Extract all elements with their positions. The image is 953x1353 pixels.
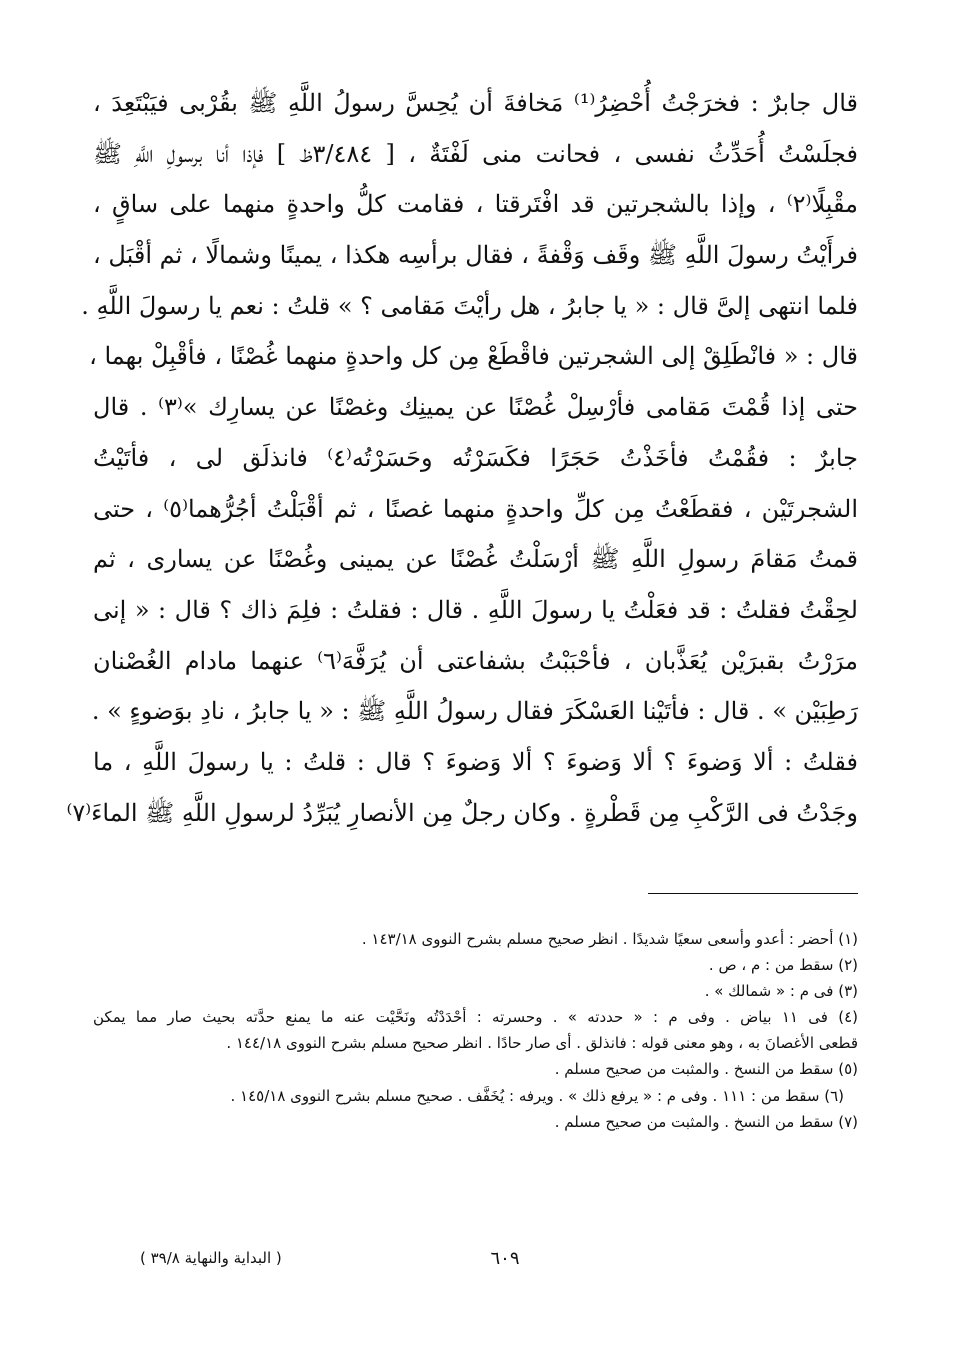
- text-line: وجَدْتُ فى الرَّكْبِ مِن قَطْرةٍ . وكان رجلٌ مِن الأنصارِ يُبَرِّدُ لرسولِ اللَّهِ ﷺ الماءَ⁽٧⁾: [66, 798, 858, 827]
- footnote-continuation: قطعى الأغصانَ به ، وهو معنى قوله : فانذلق . أى صار حادًا . انظر صحيح مسلم بشرح النووى ١٤٤/١٨ .: [226, 1034, 858, 1053]
- text-line: جابرٌ : فقُمْتُ فأخَذْتُ حَجَرًا فكَسَرْتُه وحَسَرْتُه⁽٤⁾ فانذلَق لى ، فأتَيْتُ: [93, 443, 859, 472]
- text-line: قمتُ مَقامَ رسولِ اللَّهِ ﷺ أرْسَلْتُ غُصْنًا عن يمينى وغُصْنًا عن يسارى ، ثم: [93, 545, 858, 574]
- text-line: مقْبِلًا⁽٢⁾ ، وإذا بالشجرتين قد افْتَرقتا ، فقامت كلُّ واحدةٍ منهما على ساقٍ ،: [93, 190, 858, 219]
- footnote: (٣) فى م : « شمالك » .: [704, 982, 858, 1001]
- footnote: (٢) سقط من : م ، ص .: [708, 956, 858, 975]
- main-text: [66, 78, 859, 838]
- text-line: الشجرتَيْن ، فقطَعْتُ مِن كلِّ واحدةٍ منهما غصنًا ، ثم أقْبَلْتُ أجُرُّهما⁽٥⁾ ، حتى: [93, 494, 859, 523]
- text-line: حتى إذا قُمْتَ مَقامى فأرْسِلْ غُصْنًا عن يمينِك وغصْنًا عن يسارِك »⁽٣⁾ . قال: [93, 393, 858, 422]
- footnotes: [93, 926, 858, 1135]
- text-line: رَطِبَيْن » . قال : فأتَيْنا العَسْكَرَ فقال رسولُ اللَّهِ ﷺ : « يا جابرُ ، نادِ بوَضوءٍ » .: [91, 697, 858, 726]
- text-line: قال : « فانْطَلِقْ إلى الشجرتين فاقْطَعْ مِن كل واحدةٍ منهما غُصْنًا ، فأقْبِلْ بهما ،: [89, 342, 858, 371]
- footnote: (١) أحضر : أعدو وأسعى سعيًا شديدًا . انظر صحيح مسلم بشرح النووى ١٤٣/١٨ .: [361, 930, 858, 948]
- page-number: ٦٠٩: [490, 1248, 520, 1269]
- text-line: مرَرْتُ بقبرَيْن يُعَذَّبان ، فأحْبَبْتُ بشفاعتى أن يُرَفَّهَ⁽٦⁾ عنهما مادام الغُصْنان: [93, 646, 859, 675]
- text-line: فلما انتهى إلىَّ قال : « يا جابرُ ، هل رأيْتَ مَقامى ؟ » قلتُ : نعم يا رسولَ اللَّهِ .: [81, 291, 858, 320]
- footnote: (٥) سقط من النسخ . والمثبت من صحيح مسلم .: [554, 1060, 858, 1079]
- source-reference: ( البداية والنهاية ٣٩/٨ ): [140, 1249, 282, 1267]
- text-line: فجلَسْتُ أُحَدِّثُ نفسى ، فحانت منى لَفْتَةٌ ، [ ٣/٤٨٤ظ ] فإذا أنا برسولِ اللَّهِ ﷺ: [93, 139, 858, 168]
- text-line: فقلتُ : ألا وَضوءَ ؟ ألا وَضوءَ ؟ ألا وَضوءَ ؟ قال : قلتُ : يا رسولَ اللَّهِ ، ما: [93, 747, 858, 776]
- footnote: (٦) سقط من : ١١١ . وفى م : « يرفع ذلك » . ويرفه : يُخَفَّف . صحيح مسلم بشرح النووى ١٤٥/١٨ .: [230, 1086, 844, 1105]
- footnote: (٤) فى ١١ بياض . وفى م : « حددته » . وحسرته : أحْدَدْتُه ونَحَّيْت عنه ما يمنع حدَّته بحيث صار مما يمكن: [93, 1008, 858, 1027]
- text-line: فرأَيْتُ رسولَ اللَّهِ ﷺ وقَف وَقْفةً ، فقال برأسِه هكذا ، يمينًا وشمالًا ، ثم أقْبَل ،: [93, 241, 858, 270]
- text-line: قال جابرٌ : فخرَجْتُ أُحْضِرُ⁽¹⁾ مَخافةَ أن يُحِسَّ رسولُ اللَّهِ ﷺ بقُرْبى فيَبْتَعِدَ ،: [93, 89, 858, 117]
- footnote-separator: [648, 893, 858, 894]
- footnote: (٧) سقط من النسخ . والمثبت من صحيح مسلم .: [554, 1112, 858, 1131]
- text-line: لحِقْتُ فقلتُ : قد فعَلْتُ يا رسولَ اللَّهِ . قال : فقلتُ : فلِمَ ذاك ؟ قال : « إنى: [93, 595, 858, 624]
